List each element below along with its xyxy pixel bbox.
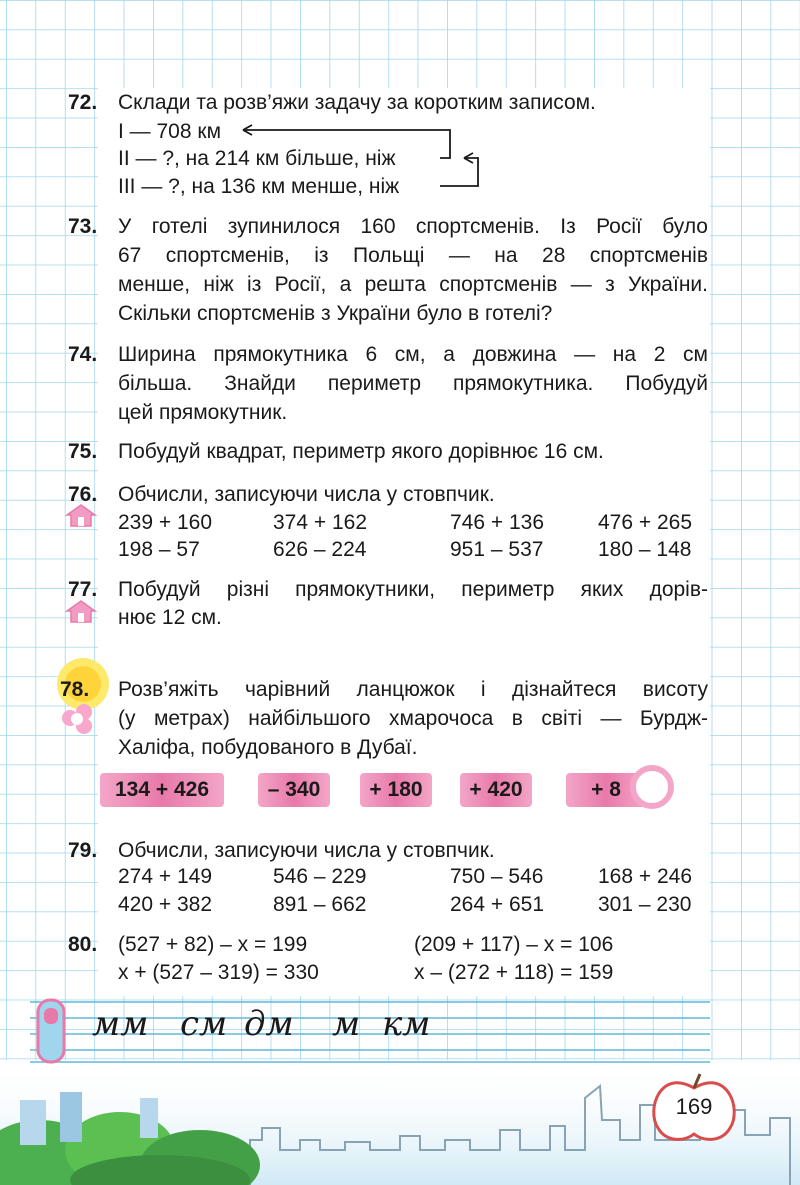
problem-73-line-4: Скільки спортсменів з України було в готелі? bbox=[118, 302, 553, 325]
problem-72-number: 72. bbox=[68, 91, 98, 114]
page-number: 169 bbox=[675, 1094, 713, 1119]
problem-76-expr: 180 – 148 bbox=[598, 538, 692, 561]
problem-72-line-1: I — 708 км bbox=[118, 120, 222, 143]
problem-75-text: Побудуй квадрат, периметр якого дорівнює 16 см. bbox=[118, 440, 604, 463]
problem-76-expr: 198 – 57 bbox=[118, 538, 200, 561]
chain-step-4: + 420 bbox=[460, 773, 532, 807]
problem-74-line-3: цей прямокутник. bbox=[118, 401, 288, 424]
problem-76-expr: 239 + 160 bbox=[118, 511, 213, 534]
problem-76-number: 76. bbox=[68, 483, 98, 506]
problem-78-line-3: Халіфа, побудованого в Дубаї. bbox=[118, 736, 418, 759]
problem-80-number: 80. bbox=[68, 933, 98, 956]
problem-74-number: 74. bbox=[68, 343, 98, 366]
problem-79-expr: 301 – 230 bbox=[598, 893, 692, 916]
chain-answer-circle[interactable] bbox=[630, 765, 674, 809]
chain-step-2: – 340 bbox=[258, 773, 330, 807]
problem-80-equation: x + (527 – 319) = 330 bbox=[118, 961, 319, 984]
problem-78-number: 78. bbox=[60, 678, 90, 701]
problem-72-line-2: II — ?, на 214 км більше, ніж bbox=[118, 147, 396, 170]
problem-76-expr: 374 + 162 bbox=[273, 511, 368, 534]
problem-75-number: 75. bbox=[68, 440, 98, 463]
problem-79-expr: 891 – 662 bbox=[273, 893, 367, 916]
problem-78-line-1: Розв’яжіть чарівний ланцюжок і дізнайтеся висоту bbox=[118, 678, 708, 701]
problem-76-text: Обчисли, записуючи числа у стовпчик. bbox=[118, 483, 495, 506]
problem-79-expr: 264 + 651 bbox=[450, 893, 545, 916]
problem-72-text: Склади та розв’яжи задачу за коротким записом. bbox=[118, 91, 596, 114]
problem-79-expr: 420 + 382 bbox=[118, 893, 213, 916]
problem-76-expr: 746 + 136 bbox=[450, 511, 545, 534]
handwriting-unit: мм bbox=[92, 1004, 149, 1044]
chain-step-5: + 8 bbox=[566, 773, 646, 807]
problem-79-expr: 274 + 149 bbox=[118, 865, 213, 888]
problem-73-line-3: менше, ніж із Росії, а решта спортсменів — з України. bbox=[118, 273, 708, 296]
problem-79-text: Обчисли, записуючи числа у стовпчик. bbox=[118, 839, 495, 862]
problem-76-expr: 476 + 265 bbox=[598, 511, 693, 534]
handwriting-unit: м bbox=[332, 1004, 361, 1044]
problem-80-equation: x – (272 + 118) = 159 bbox=[414, 961, 614, 984]
problem-73-line-2: 67 спортсменів, із Польщі — на 28 спортсменів bbox=[118, 244, 708, 267]
handwriting-unit: см bbox=[180, 1004, 228, 1044]
problem-77-line-2: нює 12 см. bbox=[118, 606, 222, 629]
problem-80-equation: (209 + 117) – x = 106 bbox=[414, 933, 614, 956]
handwriting-unit: дм bbox=[244, 1004, 294, 1044]
problem-74-line-2: більша. Знайди периметр прямокутника. Побудуй bbox=[118, 372, 708, 395]
problem-78-line-2: (у метрах) найбільшого хмарочоса в світі — Бурдж- bbox=[118, 707, 708, 730]
problem-73-line-1: У готелі зупинилося 160 спортсменів. Із Росії було bbox=[118, 215, 708, 238]
problem-79-expr: 546 – 229 bbox=[273, 865, 367, 888]
problem-73-number: 73. bbox=[68, 215, 98, 238]
problem-79-number: 79. bbox=[68, 839, 98, 862]
handwriting-unit: км bbox=[382, 1004, 431, 1044]
problem-76-expr: 626 – 224 bbox=[273, 538, 367, 561]
problem-79-expr: 750 – 546 bbox=[450, 865, 544, 888]
problem-76-expr: 951 – 537 bbox=[450, 538, 544, 561]
problem-74-line-1: Ширина прямокутника 6 см, а довжина — на 2 см bbox=[118, 343, 708, 366]
problem-77-line-1: Побудуй різні прямокутники, периметр яких дорів- bbox=[118, 578, 708, 601]
problem-80-equation: (527 + 82) – x = 199 bbox=[118, 933, 308, 956]
chain-step-1: 134 + 426 bbox=[100, 773, 224, 807]
problem-79-expr: 168 + 246 bbox=[598, 865, 693, 888]
problem-77-number: 77. bbox=[68, 578, 98, 601]
problem-72-line-3: III — ?, на 136 км менше, ніж bbox=[118, 175, 400, 198]
chain-step-3: + 180 bbox=[360, 773, 432, 807]
